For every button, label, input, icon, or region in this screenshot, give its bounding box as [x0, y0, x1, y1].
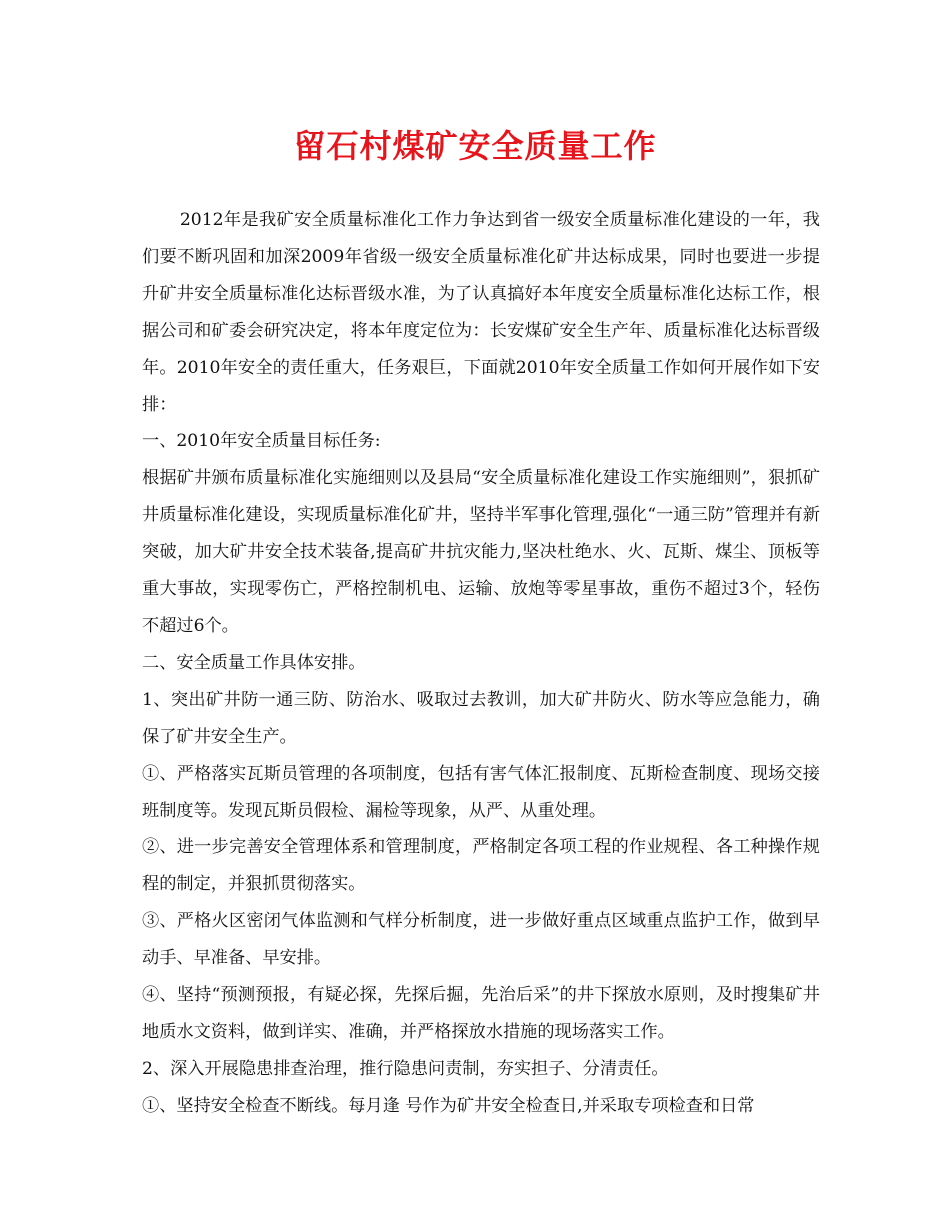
section-heading-2: 二、安全质量工作具体安排。: [142, 652, 366, 673]
list-subitem-1-3: ③、严格火区密闭气体监测和气样分析制度，进一步做好重点区域重点监护工作，做到早动手、早准备、早安排。: [142, 911, 820, 969]
list-subitem-1-1: ①、严格落实瓦斯员管理的各项制度，包括有害气体汇报制度、瓦斯检查制度、现场交接班制度等。发现瓦斯员假检、漏检等现象，从严、从重处理。: [142, 763, 820, 821]
section-heading-1: 一、2010年安全质量目标任务:: [142, 431, 381, 452]
list-subitem-1-2: ②、进一步完善安全管理体系和管理制度，严格制定各项工程的作业规程、各工种操作规程的制定，并狠抓贯彻落实。: [142, 837, 820, 895]
list-item-2: 2、深入开展隐患排查治理，推行隐患问责制，夯实担子、分清责任。: [142, 1058, 669, 1079]
paragraph-targets: 根据矿井颁布质量标准化实施细则以及县局“安全质量标准化建设工作实施细则”，狠抓矿井质量标准化建设，实现质量标准化矿井，坚持半军事化管理,强化“一通三防”管理并有新突破，加大矿井安全技术装备,提高矿井抗灾能力,坚决杜绝水、火、瓦斯、煤尘、顶板等重大事故，实现零伤亡，严格控制机电、运输、放炮等零星事故，重伤不超过3个，轻伤不超过6个。: [142, 468, 820, 636]
list-item-1: 1、突出矿井防一通三防、防治水、吸取过去教训，加大矿井防火、防水等应急能力，确保了矿井安全生产。: [142, 689, 820, 747]
list-subitem-1-4: ④、坚持“预测预报，有疑必探，先探后掘，先治后采”的井下探放水原则，及时搜集矿井地质水文资料，做到详实、准确，并严格探放水措施的现场落实工作。: [142, 985, 820, 1042]
document-title: 留石村煤矿安全质量工作: [293, 127, 657, 165]
paragraph-intro: 2012年是我矿安全质量标准化工作力争达到省一级安全质量标准化建设的一年，我们要不断巩固和加深2009年省级一级安全质量标准化矿井达标成果，同时也要进一步提升矿井安全质量标准化达标晋级水准，为了认真搞好本年度安全质量标准化达标工作，根据公司和矿委会研究决定，将本年度定位为：长安煤矿安全生产年、质量标准化达标晋级年。2010年安全的责任重大，任务艰巨，下面就2010年安全质量工作如何开展作如下安排：: [142, 210, 820, 415]
document-body: [142, 202, 820, 1125]
list-subitem-2-1: ①、坚持安全检查不断线。每月逢 号作为矿井安全检查日,并采取专项检查和日常: [142, 1095, 755, 1116]
